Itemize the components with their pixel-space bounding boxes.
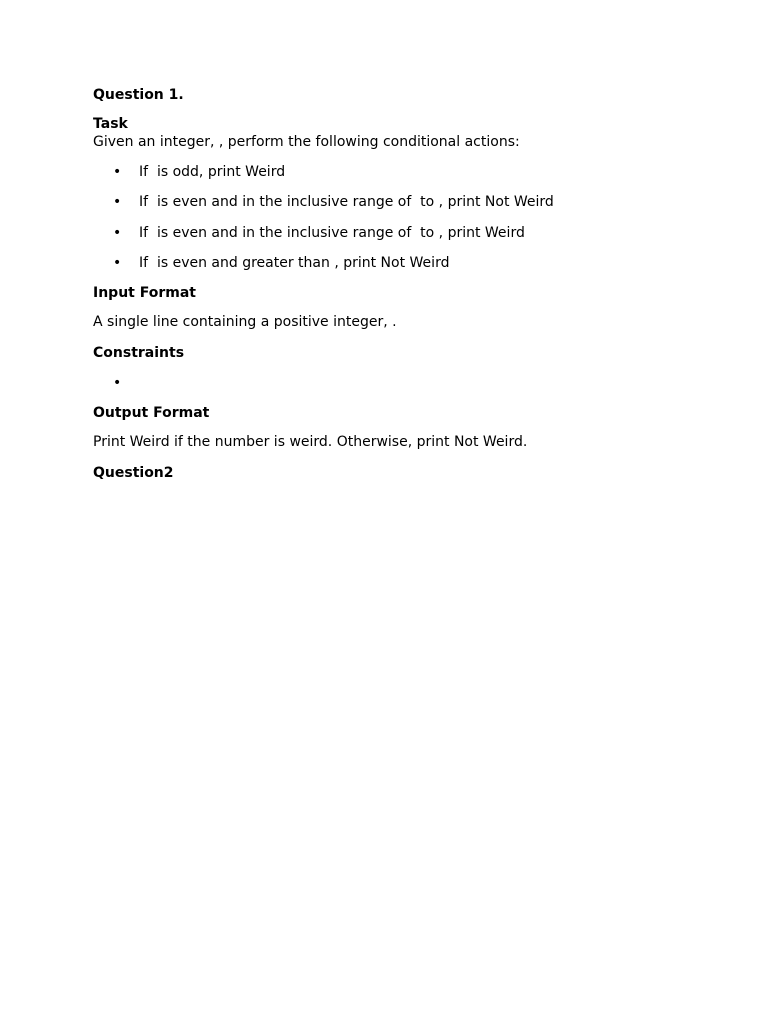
task-heading: Task [93,116,128,132]
bullet-icon: • [113,375,122,391]
bullet-icon: • [113,194,122,210]
question-2-heading: Question2 [93,465,174,481]
input-format-heading: Input Format [93,285,196,301]
list-item-text: If is even and in the inclusive range of to , print Not Weird [139,194,554,210]
bullet-icon: • [113,225,122,241]
task-intro-text: Given an integer, , perform the following conditional actions: [93,134,520,150]
list-item-text: If is odd, print Weird [139,164,286,180]
constraints-heading: Constraints [93,345,185,361]
output-format-text: Print Weird if the number is weird. Otherwise, print Not Weird. [93,434,528,450]
list-item [113,254,450,272]
list-item [113,224,525,242]
question-1-heading: Question 1. [93,87,184,103]
bullet-icon: • [113,164,122,180]
bullet-icon: • [113,255,122,271]
list-item [113,163,286,181]
list-item-text: If is even and greater than , print Not Weird [139,255,450,271]
list-item [113,374,140,392]
input-format-text: A single line containing a positive integer, . [93,314,397,330]
output-format-heading: Output Format [93,405,210,421]
list-item-text: If is even and in the inclusive range of to , print Weird [139,225,525,241]
list-item [113,193,554,211]
